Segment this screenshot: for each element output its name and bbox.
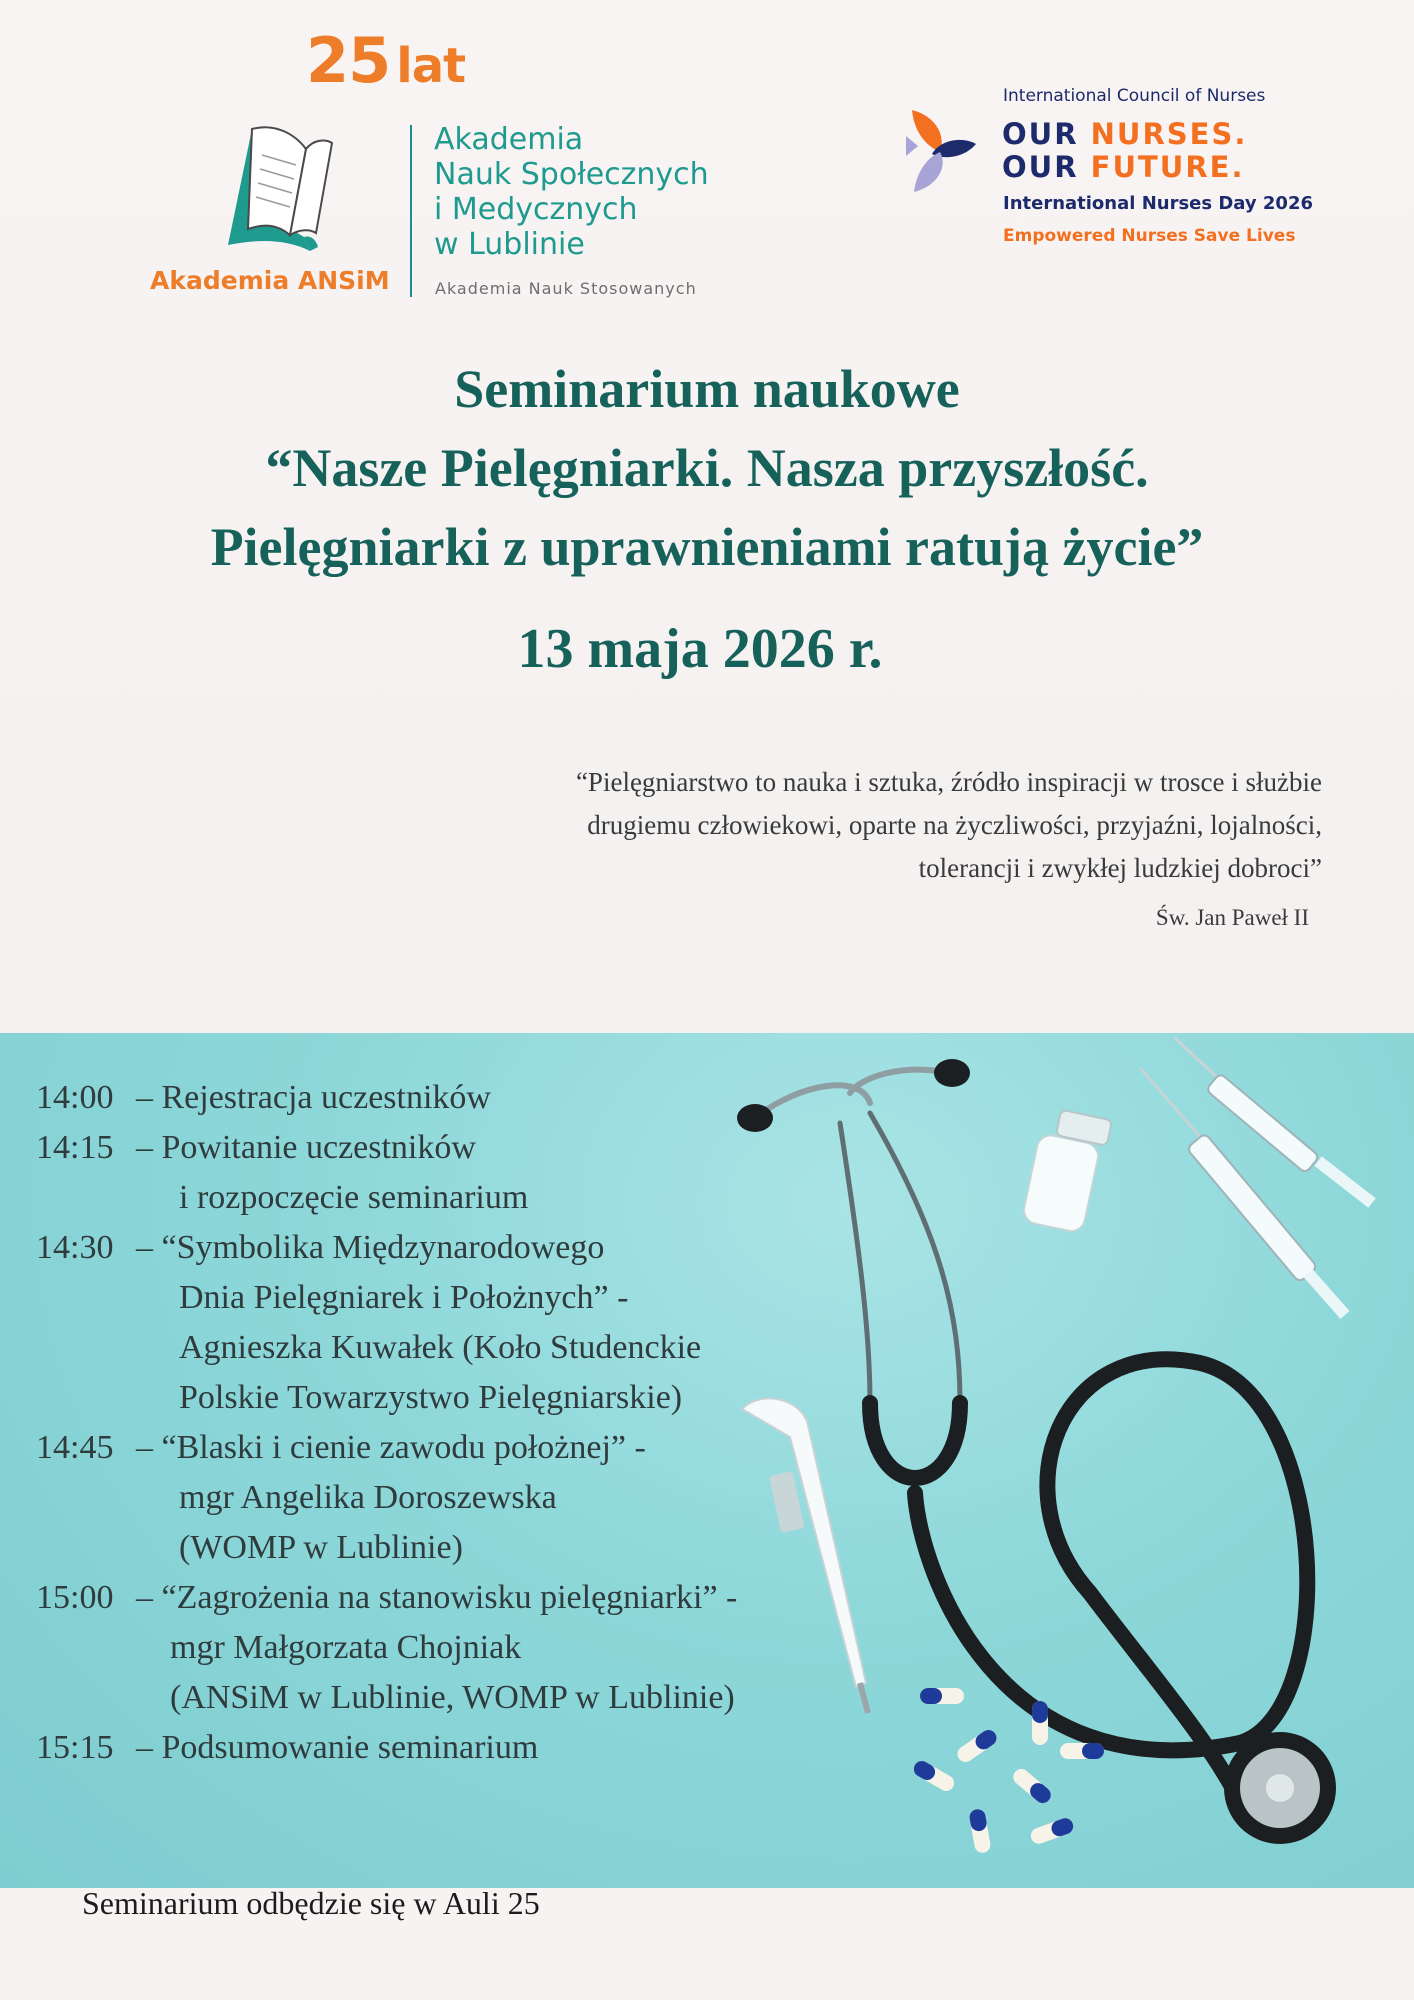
program-time: 14:00 bbox=[36, 1079, 114, 1116]
event-date: 13 maja 2026 r. bbox=[517, 618, 883, 680]
slogan-nurses: NURSES. bbox=[1090, 117, 1248, 151]
ansim-short-name: Akademia ANSiM bbox=[150, 266, 390, 295]
program-text: – “Blaski i cienie zawodu położnej” - bbox=[136, 1429, 646, 1466]
chestpiece-icon bbox=[1224, 1732, 1336, 1844]
program-band bbox=[0, 1033, 1414, 1888]
quote-line: “Pielęgniarstwo to nauka i sztuka, źródło inspiracji w trosce i służbie bbox=[575, 767, 1322, 797]
program-text: (WOMP w Lublinie) bbox=[179, 1529, 463, 1566]
quote-line: tolerancji i zwykłej ludzkiej dobroci” bbox=[918, 853, 1322, 883]
university-name-line: w Lublinie bbox=[434, 227, 585, 262]
title-line: Seminarium naukowe bbox=[454, 359, 960, 419]
program-text: Polskie Towarzystwo Pielęgniarskie) bbox=[179, 1379, 683, 1416]
program-text: mgr Małgorzata Chojniak bbox=[170, 1629, 522, 1666]
venue-note: Seminarium odbędzie się w Auli 25 bbox=[82, 1885, 540, 1921]
program-time: 14:45 bbox=[36, 1429, 114, 1466]
title-line: “Nasze Pielęgniarki. Nasza przyszłość. bbox=[265, 438, 1149, 498]
university-name-line: Nauk Społecznych bbox=[434, 157, 709, 192]
quote-line: drugiemu człowiekowi, oparte na życzliwości, przyjaźni, lojalności, bbox=[587, 810, 1322, 840]
quote bbox=[576, 761, 1322, 890]
program-text: – Powitanie uczestników bbox=[136, 1129, 476, 1166]
university-name-line: Akademia bbox=[434, 122, 584, 157]
program-time: 14:30 bbox=[36, 1229, 114, 1266]
earpiece-icon bbox=[737, 1104, 773, 1132]
anniversary-word: lat bbox=[396, 38, 466, 94]
seminar-title bbox=[0, 350, 1414, 587]
vial-icon bbox=[1021, 1110, 1112, 1234]
university-name-line: i Medycznych bbox=[434, 192, 638, 227]
anniversary-number: 25 bbox=[306, 24, 391, 97]
program-text: – Podsumowanie seminarium bbox=[136, 1729, 539, 1766]
icn-slogan bbox=[1002, 118, 1247, 184]
program-text: (ANSiM w Lublinie, WOMP w Lublinie) bbox=[170, 1679, 735, 1716]
slogan-our: OUR bbox=[1002, 150, 1091, 184]
anniversary-badge bbox=[306, 24, 466, 97]
program-text: – Rejestracja uczestników bbox=[136, 1079, 491, 1116]
university-subtitle: Akademia Nauk Stosowanych bbox=[435, 279, 697, 298]
program-time: 15:00 bbox=[36, 1579, 114, 1616]
quote-author: Św. Jan Paweł II bbox=[1155, 905, 1309, 930]
program-time: 14:15 bbox=[36, 1129, 114, 1166]
program-text: – “Symbolika Międzynarodowego bbox=[136, 1229, 605, 1266]
program-text: mgr Angelika Doroszewska bbox=[179, 1479, 557, 1516]
thermometer-icon bbox=[742, 1398, 868, 1713]
icn-organization: International Council of Nurses bbox=[1003, 86, 1266, 106]
pill-icons bbox=[911, 1688, 1104, 1854]
title-line: Pielęgniarki z uprawnieniami ratują życie” bbox=[210, 517, 1204, 577]
program-text: – “Zagrożenia na stanowisku pielęgniarki” - bbox=[136, 1579, 738, 1616]
university-name bbox=[434, 122, 709, 262]
open-book-logo-icon bbox=[222, 125, 334, 257]
program-text: Agnieszka Kuwałek (Koło Studenckie bbox=[179, 1329, 702, 1366]
logo-divider bbox=[410, 125, 412, 297]
syringe-icon bbox=[1175, 1038, 1372, 1203]
earpiece-icon bbox=[934, 1059, 970, 1087]
icn-tagline: Empowered Nurses Save Lives bbox=[1003, 226, 1296, 246]
icn-nurses-day: International Nurses Day 2026 bbox=[1003, 193, 1313, 214]
slogan-our: OUR bbox=[1002, 117, 1091, 151]
icn-logo-icon bbox=[906, 106, 984, 196]
program-time: 15:15 bbox=[36, 1729, 114, 1766]
program-text: Dnia Pielęgniarek i Położnych” - bbox=[179, 1279, 629, 1316]
program-text: i rozpoczęcie seminarium bbox=[179, 1179, 529, 1216]
slogan-future: FUTURE. bbox=[1090, 150, 1245, 184]
